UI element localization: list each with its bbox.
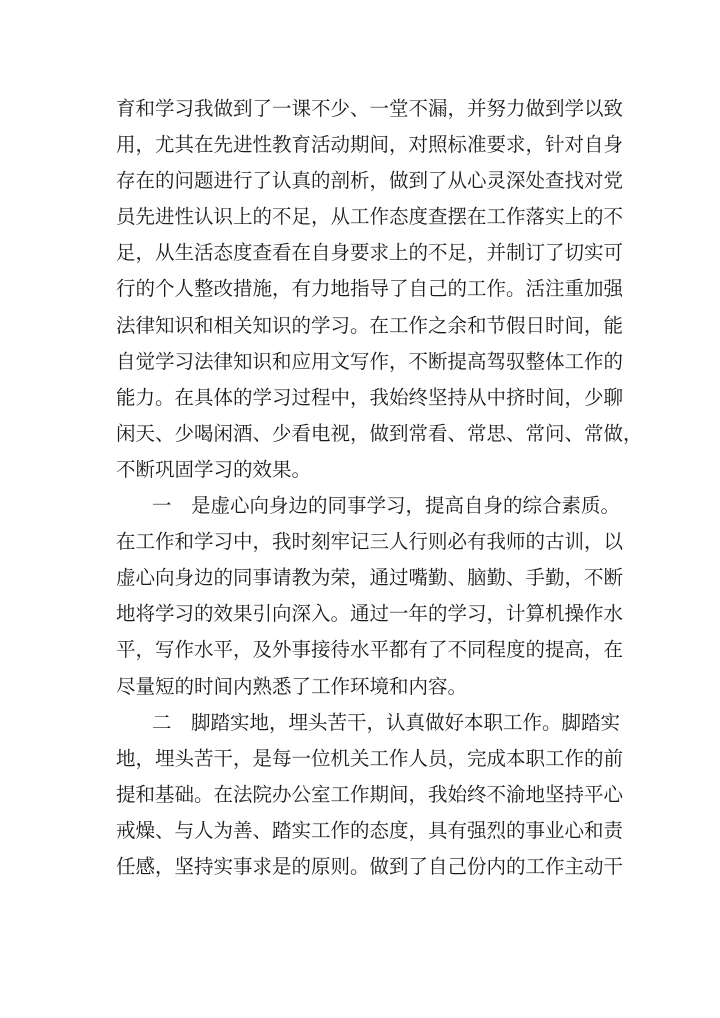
text-line: 育和学习我做到了一课不少、一堂不漏，并努力做到学以致 (116, 97, 624, 120)
text-line: 用，尤其在先进性教育活动期间，对照标准要求，针对自身 (116, 133, 624, 157)
text-line: 提和基础。在法院办公室工作期间，我始终不渝地坚持平心 (116, 782, 624, 806)
paragraph-heading-2: 二 脚踏实地，埋头苦干，认真做好本职工作。脚踏实 (152, 710, 621, 734)
text-line: 足，从生活态度查看在自身要求上的不足，并制订了切实可 (116, 241, 624, 265)
text-line: 存在的问题进行了认真的剖析，做到了从心灵深处查找对党 (116, 169, 624, 193)
text-line: 能力。在具体的学习过程中，我始终坚持从中挤时间，少聊 (116, 385, 624, 409)
text-line: 虚心向身边的同事请教为荣，通过嘴勤、脑勤、手勤，不断 (116, 566, 624, 590)
text-line: 闲天、少喝闲酒、少看电视，做到常看、常思、常问、常做， (116, 421, 643, 445)
text-line: 任感，坚持实事求是的原则。做到了自己份内的工作主动干 (116, 854, 624, 878)
text-line: 尽量短的时间内熟悉了工作环境和内容。 (116, 674, 468, 698)
text-line: 戒燥、与人为善、踏实工作的态度，具有强烈的事业心和责 (116, 818, 624, 842)
text-line: 在工作和学习中，我时刻牢记三人行则必有我师的古训，以 (116, 530, 624, 554)
text-line: 地将学习的效果引向深入。通过一年的学习，计算机操作水 (116, 602, 624, 626)
document-body (116, 91, 643, 885)
text-line: 平，写作水平，及外事接待水平都有了不同程度的提高，在 (116, 638, 624, 662)
text-line: 地，埋头苦干，是每一位机关工作人员，完成本职工作的前 (116, 746, 624, 770)
text-line: 不断巩固学习的效果。 (116, 457, 312, 481)
paragraph-heading-1: 一 是虚心向身边的同事学习，提高自身的综合素质。 (152, 494, 621, 518)
text-line: 员先进性认识上的不足，从工作态度查摆在工作落实上的不 (116, 205, 624, 229)
text-line: 法律知识和相关知识的学习。在工作之余和节假日时间，能 (116, 313, 624, 337)
text-line: 行的个人整改措施，有力地指导了自己的工作。活注重加强 (116, 277, 624, 301)
text-line: 自觉学习法律知识和应用文写作，不断提高驾驭整体工作的 (116, 349, 624, 373)
